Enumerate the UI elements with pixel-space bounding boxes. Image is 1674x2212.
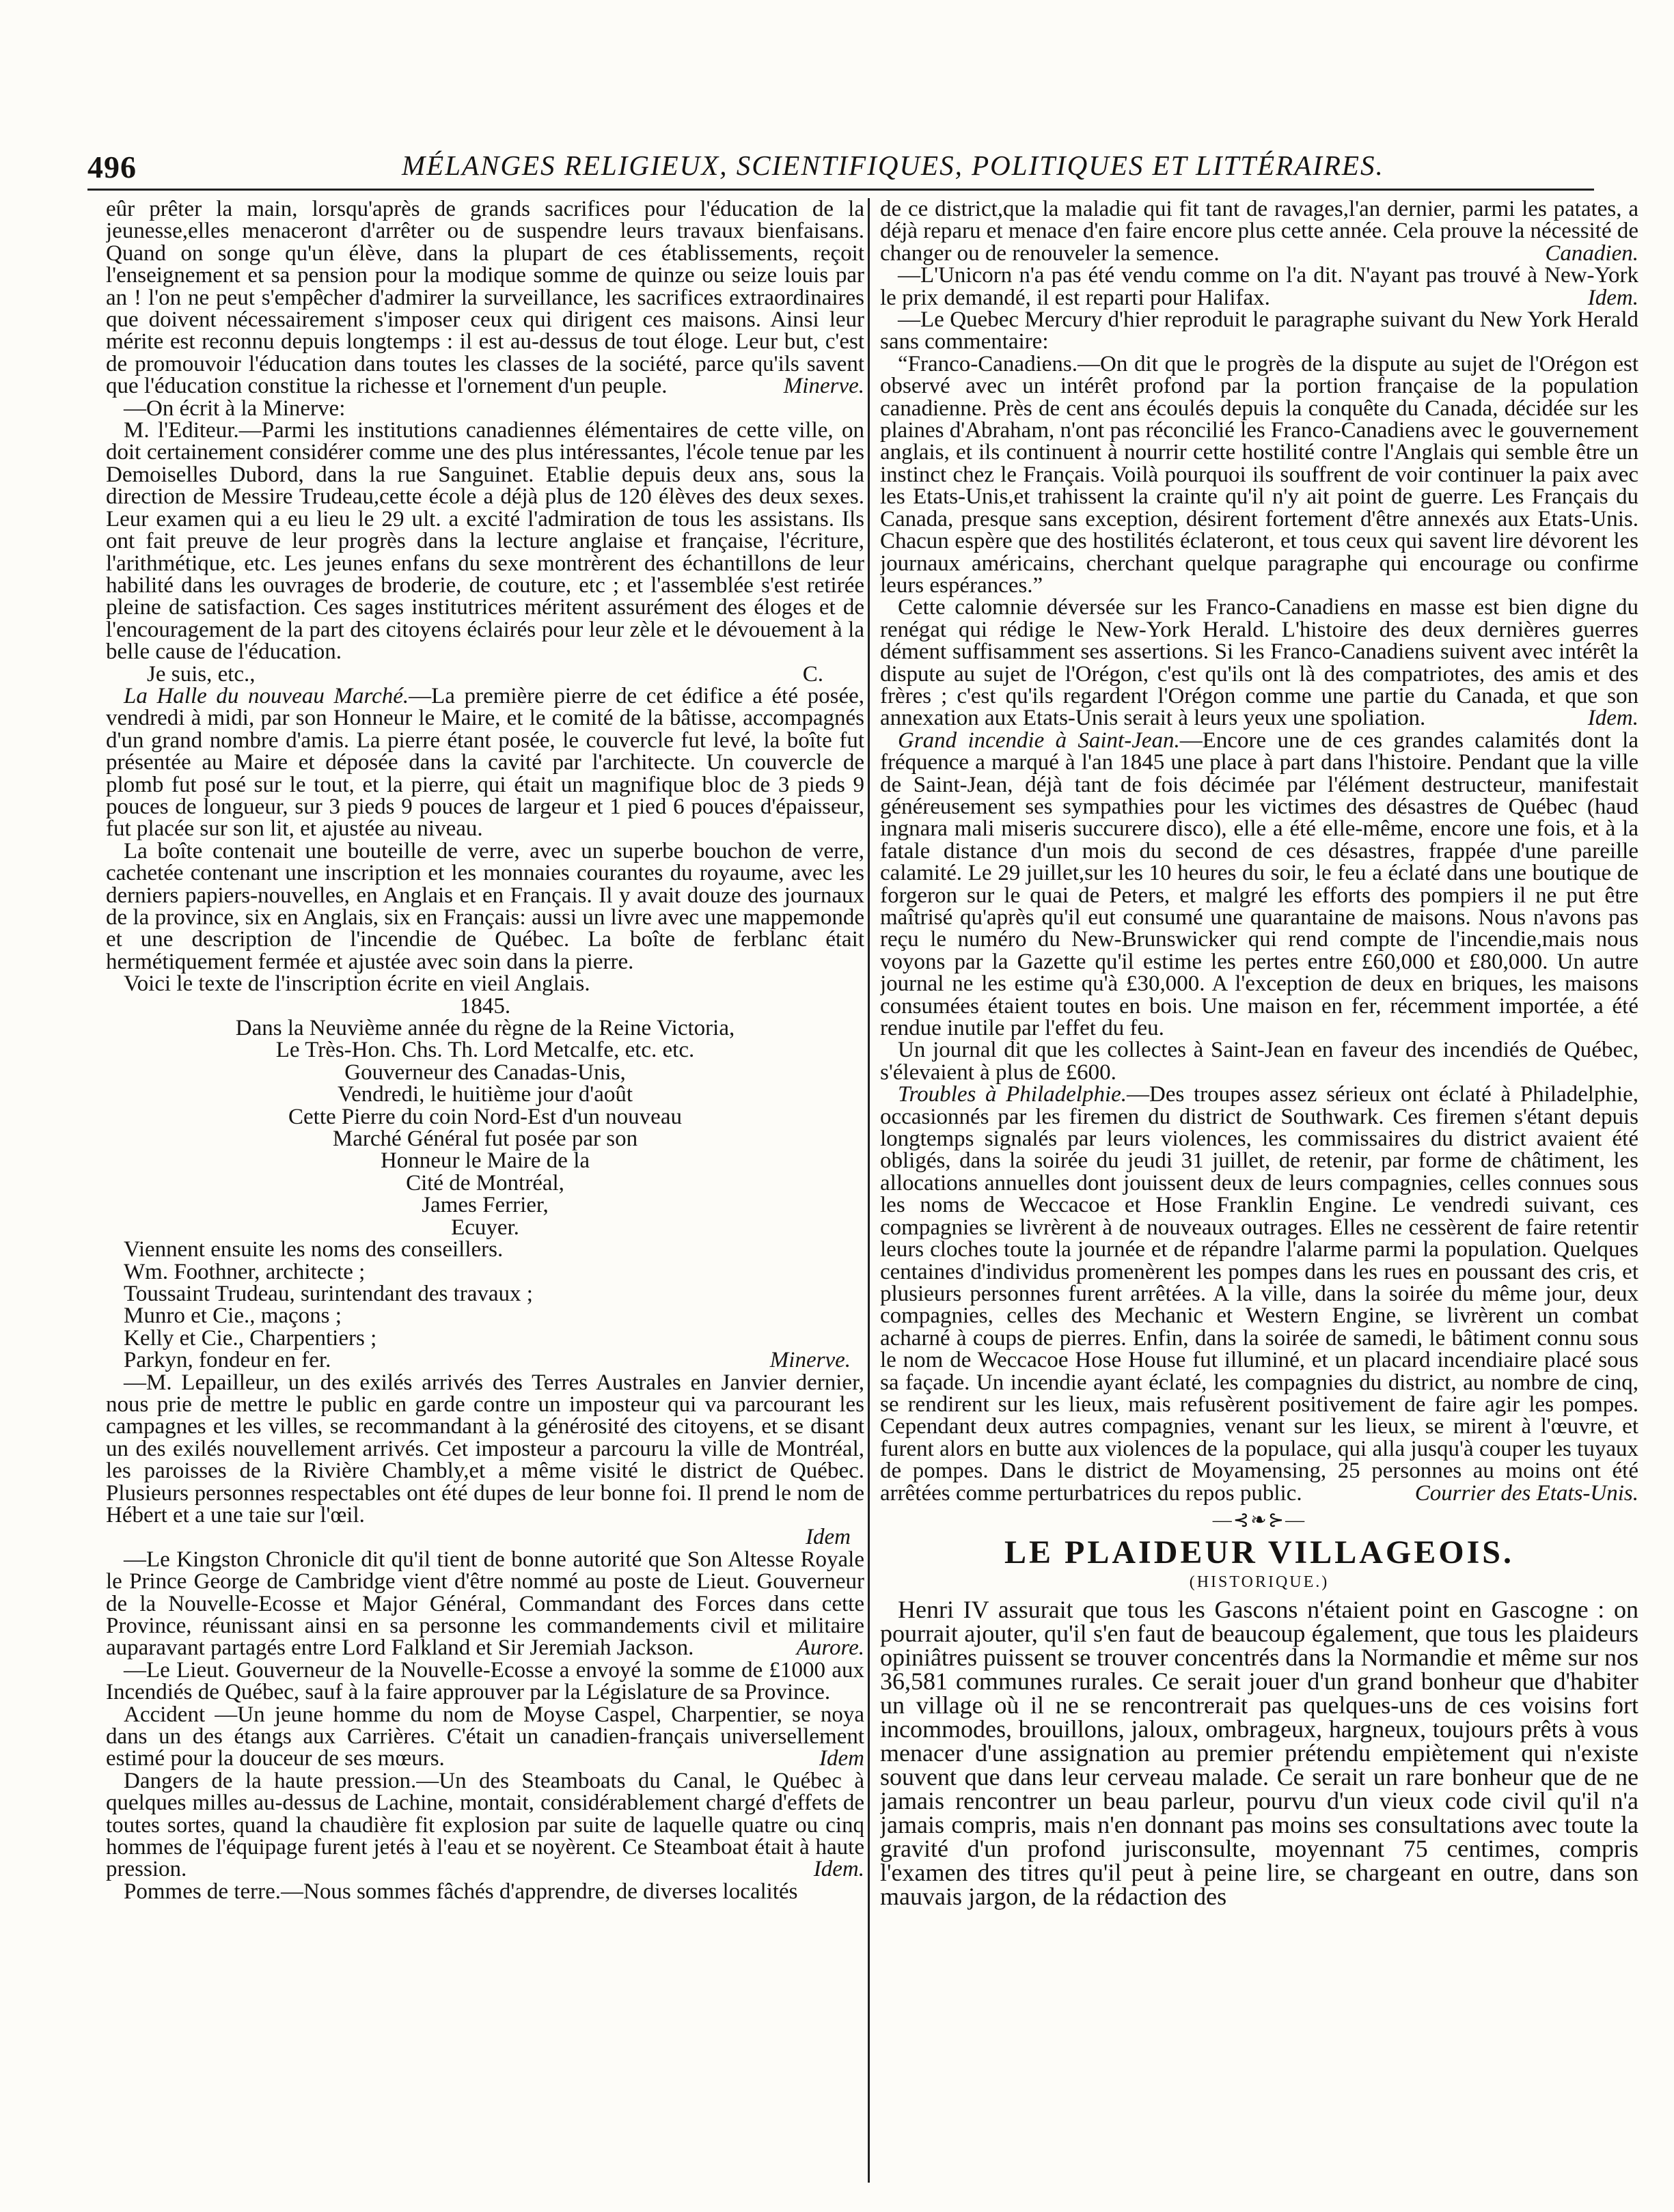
header-rule bbox=[87, 189, 1594, 191]
running-title: MÉLANGES RELIGIEUX, SCIENTIFIQUES, POLITIQUES ET LITTÉRAIRES. bbox=[402, 150, 1384, 181]
source-minerve: Minerve. bbox=[783, 374, 864, 399]
inscription-block: 1845. Dans la Neuvième année du règne de la Reine Victoria, Le Très-Hon. Chs. Th. Lord Metcalfe, etc. etc. Gouverneur des Canadas-Unis, Vendredi, le huitième jour d'août Cette Pierre du coin Nord-Est d'un nouveau Marché Général fut posée par son Honneur le Maire de la Cité de Montréal, James Ferrier, Ecuyer. bbox=[235, 993, 735, 1240]
kingston-article: —Le Kingston Chronicle dit qu'il tient de bonne autorité que Son Altesse Royale le Prince George de Cambridge vient d'être nommé au poste de Lieut. Gouverneur de la Nouvelle-Ecosse et Major Général, Commandant des Forces dans cette Province, réunissant ainsi en sa personne les commandements civil et militaire auparavant partagés entre Lord Falkland et Sir Jeremiah Jackson. Aurore. bbox=[106, 1547, 864, 1661]
collections-paragraph: Un journal dit que les collectes à Saint-Jean en faveur des incendiés de Québec, s'élevaient à plus de £600. bbox=[880, 1038, 1638, 1085]
right-column bbox=[880, 198, 1638, 2189]
mercury-intro: —Le Quebec Mercury d'hier reproduit le paragraphe suivant du New York Herald sans commentaire: bbox=[880, 307, 1638, 355]
story-body bbox=[880, 1595, 1638, 1910]
letter-intro: —On écrit à la Minerve: bbox=[124, 396, 346, 421]
lepailleur-article: —M. Lepailleur, un des exilés arrivés des Terres Australes en Janvier dernier, nous prie de mettre le public en garde contre un imposteur qui va parcourant les campagnes et les villes, se recommandant à la générosité des citoyens, et se disant un des exilés nouvellement arrivés. Cet imposteur a parcouru la ville de Montréal, les paroisses de la Rivière Chambly,et a même visité le district de Québec. Plusieurs personnes respectables ont été dupes de leur bonne foi. Il prend le nom de Hébert et a une taie sur l'œil. bbox=[106, 1370, 864, 1527]
page-header bbox=[87, 149, 1594, 187]
page-number: 496 bbox=[87, 150, 137, 184]
story-title: LE PLAIDEUR VILLAGEOIS. bbox=[1004, 1534, 1514, 1571]
letter-signature: Je suis, etc., C. bbox=[147, 661, 823, 687]
story-paragraph: Henri IV assurait que tous les Gascons n'étaient point en Gascogne : on pourrait ajouter, qu'il s'en faut de beaucoup également, que tous les plaideurs opiniâtres puissent se trouver concentrés dans la Normandie et même sur nos 36,581 communes rurales. Ce serait jouer d'un grand bonheur que d'habiter un village où il ne se rencontrerait pas quelques-uns de ces voisins fort incommodes, brouillons, jaloux, ombrageux, hargneux, toujours prêts à vous menacer d'une assignation au premier prétendu empiètement qui n'existe souvent que dans leur cerveau malade. Ce serait un rare bonheur que de ne jamais rencontrer un beau parleur, pourvu d'un vieux code civil qu'il n'a jamais compris, mais n'en donnant pas moins ses consultations avec toute la gravité d'un profond jurisconsulte, moyennant 75 centimes, compris l'examen des titres qu'il peut à peine lire, se chargeant en outre, dans son mauvais jargon, de la rédaction des bbox=[880, 1595, 1638, 1910]
ornament-divider: —⊰❧⊱— bbox=[1212, 1509, 1306, 1531]
bottle-paragraph: La boîte contenait une bouteille de verre, avec un superbe bouchon de verre, cachetée contenant une inscription et les monnaies courantes du royaume, avec les derniers papiers-nouvelles, en Anglais et en Français. Il y avait douze des journaux de la province, six en Anglais, six en Français: aussi un livre avec une mappemonde et une description de l'incendie de Québec. La boîte de ferblanc était hermétiquement fermée et ajustée avec soin dans la pierre. bbox=[106, 838, 864, 974]
potato-continuation: de ce district,que la maladie qui fit tant de ravages,l'an dernier, parmi les patates, a déjà reparu et menace d'en faire encore plus cette année. Cela prouve la nécessité de changer ou de renouveler la semence. Canadien. bbox=[880, 198, 1638, 266]
column-divider bbox=[868, 198, 870, 2183]
philadelphia-title: Troubles à Philadelphie. bbox=[898, 1082, 1127, 1107]
letter-paragraph: M. l'Editeur.—Parmi les institutions canadiennes élémentaires de cette ville, on doit certainement considérer comme une des plus intéressantes, l'école tenue par les Demoiselles Dubord, dans la rue Sanguinet. Etablie depuis deux ans, sous la direction de Messire Trudeau,cette école a déjà plus de 120 élèves des deux sexes. Leur examen qui a eu lieu le 29 ult. a excité l'admiration de tous les assistans. Ils ont fait preuve de leur progrès dans la lecture anglaise et française, l'écriture, l'arithmétique, etc. Les jeunes enfans du sexe montrèrent des échantillons de leur habilité dans les ouvrages de broderie, de couture, etc ; et l'assemblée s'est retirée pleine de satisfaction. Ces sages institutrices méritent assurément des éloges et de l'encouragement de la part des citoyens éclairés pour leur zèle et le dévouement à la belle cause de l'éducation. bbox=[106, 418, 864, 665]
saint-jean-fire-article: Grand incendie à Saint-Jean.—Encore une de ces grandes calamités dont la fréquence a marqué à l'an 1845 une place à part dans l'histoire. Pendant que la ville de Saint-Jean, déjà tant de fois décimée par l'élément destructeur, manifestait généreusement ses sympathies pour les victimes des désastres de Québec (haud ingnara mali miseris succurere disco), elle a été elle-même, encore une fois, et à la fatale distance d'un mois du second de ces désastres, frappée d'une pareille calamité. Le 29 juillet,sur les 10 heures du soir, le feu a éclaté dans une boutique de forgeron sur le quai de Peters, et malgré les efforts des pompiers il ne put être maîtrisé qu'après qu'il eut consumé une quarantaine de maisons. Nous n'avons pas reçu le numéro du New-Brunswicker qui rend compte de l'incendie,mais nous voyons par la Gazette qu'il estime les pertes entre £60,000 et £80,000. Un autre journal ne les estime qu'à £30,000. A l'exception de deux en briques, les maisons consumées étaient toutes en bois. Une maison en fer, récemment importée, a été rendue inutile par l'effet du feu. bbox=[880, 728, 1638, 1041]
unicorn-article: —L'Unicorn n'a pas été vendu comme on l'a dit. N'ayant pas trouvé à New-York le prix demandé, il est reparti pour Halifax. Idem. bbox=[880, 263, 1638, 310]
high-pressure-article: Dangers de la haute pression.—Un des Steamboats du Canal, le Québec à quelques milles au-dessus de Lachine, montait, considérablement chargé d'effets de toutes sortes, quand la chaudière fit explosion par suite de laquelle quatre ou cinq hommes de l'équipage furent jetés à l'eau et se noyèrent. Ce Steamboat était à haute pression. Idem. bbox=[106, 1768, 864, 1882]
councillors-list: Viennent ensuite les noms des conseillers. Wm. Foothner, architecte ; Toussaint Trudeau, surintendant des travaux ; Munro et Cie., maçons ; Kelly et Cie., Charpentiers ; Parkyn, fondeur en fer. Minerve. bbox=[124, 1237, 851, 1373]
franco-canadiens-quote: “Franco-Canadiens.—On dit que le progrès de la dispute au sujet de l'Orégon est observé avec un intérêt profond par la portion française de la population canadienne. Près de cent ans écoulés depuis la conquête du Canada, décidée sur les plaines d'Abraham, n'ont pas réconcilié les Franco-Canadiens avec le gouvernement anglais, et ils continuent à nourrir cette hostilité contre l'Anglais qui semble être un instinct chez le Français. Voilà pourquoi ils souffrent de voir continuer la paix avec les Etats-Unis,et trahissent la crainte qu'il n'y ait point de guerre. Les Français du Canada, presque sans exception, désirent fortement d'être annexés aux Etats-Unis. Chacun espère que des hostilités éclateront, et tous ceux qui savent lire dévorent les journaux américains, cherchant quelque paragraphe qui encourage ou confirme leurs espérances.” bbox=[880, 351, 1638, 598]
accident-article: Accident —Un jeune homme du nom de Moyse Caspel, Charpentier, se noya dans un des étangs aux Carrières. C'était un canadien-français universellement estimé pour la douceur de ses mœurs. Idem bbox=[106, 1702, 864, 1771]
calomnie-paragraph: Cette calomnie déversée sur les Franco-Canadiens en masse est bien digne du renégat qui rédige le New-York Herald. L'histoire des deux dernières guerres dément suffisamment ses assertions. Si les Franco-Canadiens suivent avec intérêt la dispute au sujet de l'Orégon, c'est qu'ils ont là des compatriotes, des amis et des frères ; c'est qu'ils regardent l'Orégon comme une partie du Canada, et que son annexation aux Etats-Unis serait à leurs yeux une spoliation. Idem. bbox=[880, 595, 1638, 731]
education-paragraph: eûr prêter la main, lorsqu'après de grands sacrifices pour l'éducation de la jeunesse,elles menaceront d'arrêter ou de suspendre leurs travaux bienfaisans. Quand on songe qu'un élève, dans la plupart de ces établissements, reçoit l'enseignement et sa pension pour la modique somme de quinze ou seize louis par an ! l'on ne peut s'empêcher d'admirer la surveillance, les sacrifices extraordinaires que doivent nécessairement s'imposer ceux qui dirigent ces maisons. Ainsi leur mérite est reconnu depuis longtemps : il est au-dessus de tout éloge. Leur but, c'est de promouvoir l'éducation dans toutes les classes de la société, parce qu'ils savent que l'éducation constitue la richesse et l'ornement d'un peuple. Minerve. bbox=[106, 198, 864, 399]
saint-jean-title: Grand incendie à Saint-Jean. bbox=[898, 728, 1180, 753]
nova-scotia-article: —Le Lieut. Gouverneur de la Nouvelle-Ecosse a envoyé la somme de £1000 aux Incendiés de Québec, sauf à la faire approuver par la Législature de sa Province. bbox=[106, 1657, 864, 1705]
inscription-intro: Voici le texte de l'inscription écrite en vieil Anglais. bbox=[124, 971, 590, 997]
market-hall-article: La Halle du nouveau Marché.—La première pierre de cet édifice a été posée, vendredi à midi, par son Honneur le Maire, et le comité de la bâtisse, accompagnés d'un grand nombre d'amis. La pierre étant posée, le couvercle fut levé, la boîte fut présentée au Maire et déposée dans la cavité par l'architecte. Un couvercle de plomb fut posé sur le tout, et la pierre, qui était un magnifique bloc de 3 pieds 9 pouces de longueur, sur 3 pieds 9 pouces de largeur et 1 pied 6 pouces d'épaisseur, fut placée sur son lit, et ajustée au niveau. bbox=[106, 683, 864, 842]
left-column: eûr prêter la main, lorsqu'après de grands sacrifices pour l'éducation de la jeunesse,elles menaceront d'arrêter ou de suspendre leurs travaux bienfaisans. Quand on songe qu'un élève, dans la plupart de ces établissements, reçoit l'enseignement et sa pension pour la modique somme de quinze ou seize louis par an ! l'on ne peut s'empêcher d'admirer la surveillance, les sacrifices extraordinaires que doivent nécessairement s'imposer ceux qui dirigent ces maisons. Ainsi leur mérite est reconnu depuis longtemps : il est au-dessus de tout éloge. Leur but, c'est de promouvoir l'éducation dans toutes les classes de la société, parce qu'ils savent que l'éducation constitue la richesse et l'ornement d'un peuple. Minerve. —On écrit à la Minerve: M. l'Editeur.—Parmi les institutions canadiennes élémentaires de cette ville, on doit certainement considérer comme une des plus intéressantes, l'école tenue par les Demoiselles Dubord, dans la rue Sanguinet. Etablie depuis deux ans, sous la direction de Messire Trudeau,cette école a déjà plus de 120 élèves des deux sexes. Leur examen qui a eu lieu le 29 ult. a excité l'admiration de tous les assistans. Ils ont fait preuve de leur progrès dans la lecture anglaise et française, l'écriture, l'arithmétique, etc. Les jeunes enfans du sexe montrèrent des échantillons de leur habilité dans les ouvrages de broderie, de couture, etc ; et l'assemblée s'est retirée pleine de satisfaction. Ces sages institutrices méritent assurément des éloges et de l'encouragement de la part des citoyens éclairés pour leur zèle et le dévouement à la belle cause de l'éducation. Je suis, etc., C. La Halle du nouveau Marché.—La première pierre de cet édifice a été posée, vendredi à midi, par son Honneur le Maire, et le comité de la bâtisse, accompagnés d'un grand nombre d'amis. La pierre étant posée, le couvercle fut levé, la boîte fut présentée au Maire et déposée dans la cavité par l'architecte. Un couvercle de plomb fut posé sur le tout, et la pierre, qui était un magnifique bloc de 3 pieds 9 pouces de longueur, sur 3 pieds 9 pouces de largeur et 1 pied 6 pouces d'épaisseur, fut placée sur son lit, et ajustée au niveau. La boîte contenait une bouteille de verre, avec un superbe bouchon de verre, cachetée contenant une inscription et les monnaies courantes du royaume, avec les derniers papiers-nouvelles, en Anglais et en Français. Il y avait douze des journaux de la province, six en Anglais, six en Français: aussi un livre avec une mappemonde et une description de l'incendie de Québec. La boîte de ferblanc était hermétiquement fermée et ajustée avec soin dans la pierre. Voici le texte de l'inscription écrite en vieil Anglais. 1845. Dans la Neuvième année du règne de la Reine Victoria, Le Très-Hon. Chs. Th. Lord Metcalfe, etc. etc. Gouverneur des Canadas-Unis, Vendredi, le huitième jour d'août Cette Pierre du coin Nord-Est d'un nouveau Marché Général fut posée par son Honneur le Maire de la Cité de Montréal, James Ferrier, Ecuyer. Viennent ensuite les noms des conseillers. Wm. Foothner, architecte ; Toussaint Trudeau, surintendant des travaux ; Munro et Cie., maçons ; Kelly et Cie., Charpentiers ; Parkyn, fondeur en fer. Minerve. —M. Lepailleur, un des exilés arrivés des Terres Australes en Janvier dernier, nous prie de mettre le public en garde contre un imposteur qui va parcourant les campagnes et les villes, se recommandant à la générosité des citoyens, et se disant un des exilés nouvellement arrivés. Cet imposteur a parcouru la ville de Montréal, les paroisses de la Rivière Chambly,et a même visité le district de Québec. Plusieurs personnes respectables ont été dupes de leur bonne foi. Il prend le nom de Hébert et a une taie sur l'œil. Idem —Le Kingston Chronicle dit qu'il tient de bonne autorité que Son Altesse Royale le Prince George de Cambridge vient d'être nommé au poste de Lieut. Gouverneur de la Nouvelle-Ecosse et Major Général, Commandant des Forces dans cette Province, réunissant ainsi en sa personne les commandements civil et militaire auparavant partagés entre Lord Falkland et Sir Jeremiah Jackson. Aurore. —Le Lieut. Gouverneur de la Nouvelle-Ecosse a envoyé la somme de £1000 aux Incendiés de Québec, sauf à la faire approuver par la Législature de sa Province. Accident —Un jeune homme du nom de Moyse Caspel, Charpentier, se noya dans un des étangs aux Carrières. C'était un canadien-français universellement estimé pour la douceur de ses mœurs. Idem Dangers de la haute pression.—Un des Steamboats du Canal, le Québec à quelques milles au-dessus de Lachine, montait, considérablement chargé d'effets de toutes sortes, quand la chaudière fit explosion par suite de laquelle quatre ou cinq hommes de l'équipage furent jetés à l'eau et se noyèrent. Ce Steamboat était à haute pression. Idem. Pommes de terre.—Nous sommes fâchés d'apprendre, de diverses localités bbox=[106, 198, 864, 1904]
philadelphia-article: Troubles à Philadelphie.—Des troupes assez sérieux ont éclaté à Philadelphie, occasionnés par les firemen du district de Southwark. Ces firemen s'étant depuis longtemps signalés par leurs violences, les commissaires du district avaient été obligés, dans la soirée du jeudi 31 juillet, de retenir, par forme de châtiment, les allocations annuelles dont jouissent deux de leurs compagnies, celles connues sous les noms de Weccacoe et Hose Franklin Engine. Le vendredi suivant, ces compagnies se livrèrent à de nouveaux outrages. Elles ne cessèrent de faire retentir leurs cloches toute la journée et de répandre l'alarme parmi la population. Quelques centaines d'individus promenèrent les pompes dans les rues en poussant des cris, et plusieurs personnes furent arrêtées. A la ville, dans la soirée du même jour, deux compagnies, celles des Mechanic et Western Engine, se livrèrent un combat acharné à coups de pierres. Enfin, dans la soirée de samedi, le bâtiment connu sous le nom de Weccacoe Hose House fut illuminé, et un placard incendiaire placé sous sa façade. Un incendie ayant éclaté, les compagnies du district, au nombre de cinq, se rendirent sur les lieux, mais refusèrent positivement de faire agir les pompes. Cependant deux autres compagnies, venant sur les lieux, se mirent à l'œuvre, et furent alors en butte aux violences de la populace, qui alla jusqu'à couper les tuyaux de pompes. Dans le district de Moyamensing, 25 personnes au moins ont été arrêtées comme perturbatrices du repos public. Courrier des Etats-Unis. bbox=[880, 1082, 1638, 1506]
potatoes-article: Pommes de terre.—Nous sommes fâchés d'apprendre, de diverses localités bbox=[124, 1879, 798, 1904]
story-subtitle: (HISTORIQUE.) bbox=[1189, 1573, 1330, 1592]
market-hall-title: La Halle du nouveau Marché. bbox=[124, 683, 409, 708]
